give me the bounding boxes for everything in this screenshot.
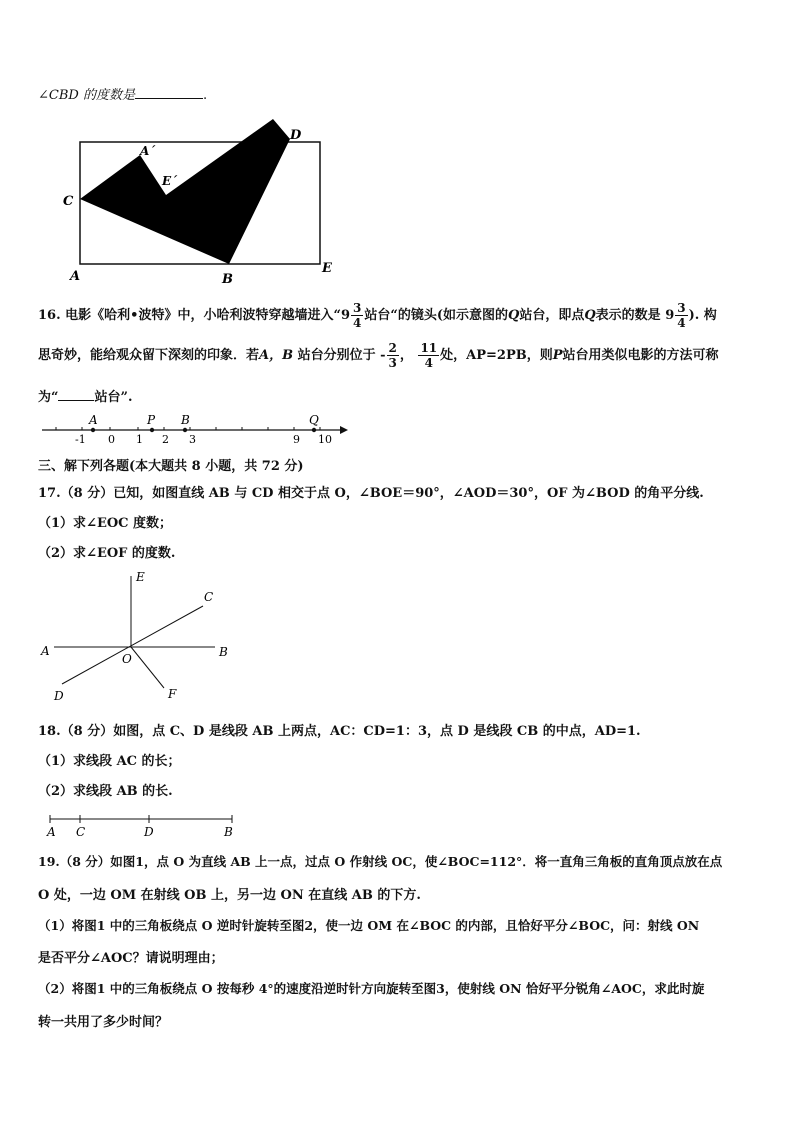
nl-label-q: Q <box>309 413 319 427</box>
q18-part1: （1）求线段 AC 的长； <box>38 754 181 769</box>
q17-stem: 17.（8 分）已知，如图直线 AB 与 CD 相交于点 O，∠BOE＝90°，∠AOD＝30°，OF 为∠BOD 的角平分线. <box>38 486 704 501</box>
number-line <box>38 412 358 448</box>
svg-text:D: D <box>54 689 64 702</box>
q15-answer-blank[interactable] <box>135 86 203 99</box>
q16-line3: 为“ 站台”. <box>38 390 133 405</box>
svg-text:2: 2 <box>162 433 169 446</box>
folded-shape <box>80 119 290 264</box>
svg-text:E: E <box>136 570 145 584</box>
fraction-11-4: $\frac{11}{4}$ <box>420 341 438 370</box>
svg-text:1: 1 <box>136 433 143 446</box>
q16-line1: 16. 电影《哈利•波特》中，小哈利波特穿越墙进入“9 $\frac{3}{4}$ 站台“的镜头(如示意图的Q站台，即点Q表示的数是 9 $\frac{3}{4}$ ). 构 <box>38 301 717 330</box>
svg-text:B: B <box>224 825 233 839</box>
section-3-header: 三、解下列各题(本大题共 8 小题，共 72 分) <box>38 459 304 474</box>
svg-text:A: A <box>41 644 50 658</box>
q19-line5: （2）将图1 中的三角板绕点 O 按每秒 4°的速度沿逆时针方向旋转至图3，使射线 ON 恰好平分锐角∠AOC，求此时旋 <box>38 981 705 996</box>
q19-line4: 是否平分∠AOC？请说明理由； <box>38 951 224 966</box>
q15-line: ∠CBD 的度数是 . <box>38 88 208 103</box>
label-e-prime: E´ <box>162 174 178 188</box>
q19-line3: （1）将图1 中的三角板绕点 O 逆时针旋转至图2，使一边 OM 在∠BOC 的内部，且恰好平分∠BOC，问：射线 ON <box>38 918 700 933</box>
label-e: E <box>322 261 332 276</box>
svg-text:0: 0 <box>108 433 115 446</box>
q16-answer-blank[interactable] <box>58 388 94 401</box>
q19-line2: O 处，一边 OM 在射线 OB 上，另一边 ON 在直线 AB 的下方. <box>38 888 421 903</box>
q19-line6: 转一共用了多少时间？ <box>38 1015 169 1030</box>
figure-q18-segment <box>38 810 248 840</box>
svg-text:-1: -1 <box>75 433 86 446</box>
label-a-prime: A´ <box>140 144 156 158</box>
q18-stem: 18.（8 分）如图，点 C、D 是线段 AB 上两点，AC：CD=1：3，点 D 是线段 CB 的中点，AD=1. <box>38 724 641 739</box>
svg-text:B: B <box>219 645 228 659</box>
fraction-3-4: $\frac{3}{4}$ <box>353 301 362 330</box>
label-a: A <box>70 269 81 284</box>
figure-q15-folded-rectangle <box>58 115 358 285</box>
svg-text:F: F <box>168 687 177 701</box>
q17-part1: （1）求∠EOC 度数； <box>38 516 173 531</box>
svg-text:C: C <box>204 590 214 604</box>
nl-label-a: A <box>89 413 98 427</box>
fraction-3-4-b: $\frac{3}{4}$ <box>677 301 686 330</box>
fraction-2-3: $\frac{2}{3}$ <box>388 341 397 370</box>
q16-line2: 思奇妙，能给观众留下深刻的印象．若A，B 站台分别位于 - $\frac{2}{3}$ ， $\frac{11}{4}$ 处，AP=2PB，则P站台用类似电影的方法可称 <box>38 341 719 370</box>
q15-text: ∠CBD 的度数是 <box>38 88 135 103</box>
figure-q17-intersecting-lines <box>38 568 248 702</box>
svg-text:D: D <box>144 825 154 839</box>
q18-part2: （2）求线段 AB 的长. <box>38 784 173 799</box>
svg-text:10: 10 <box>318 433 332 446</box>
svg-text:O: O <box>122 652 132 666</box>
svg-text:C: C <box>76 825 86 839</box>
nl-label-b: B <box>181 413 190 427</box>
label-b: B <box>222 272 233 285</box>
svg-text:A: A <box>47 825 56 839</box>
q17-part2: （2）求∠EOF 的度数. <box>38 546 176 561</box>
q19-line1: 19.（8 分）如图1，点 O 为直线 AB 上一点，过点 O 作射线 OC，使∠BOC=112°．将一直角三角板的直角顶点放在点 <box>38 854 723 869</box>
svg-text:9: 9 <box>293 433 300 446</box>
arrow-right-icon <box>340 426 348 434</box>
svg-text:3: 3 <box>189 433 196 446</box>
label-c: C <box>63 194 74 209</box>
label-d: D <box>290 128 302 143</box>
nl-label-p: P <box>147 413 156 427</box>
